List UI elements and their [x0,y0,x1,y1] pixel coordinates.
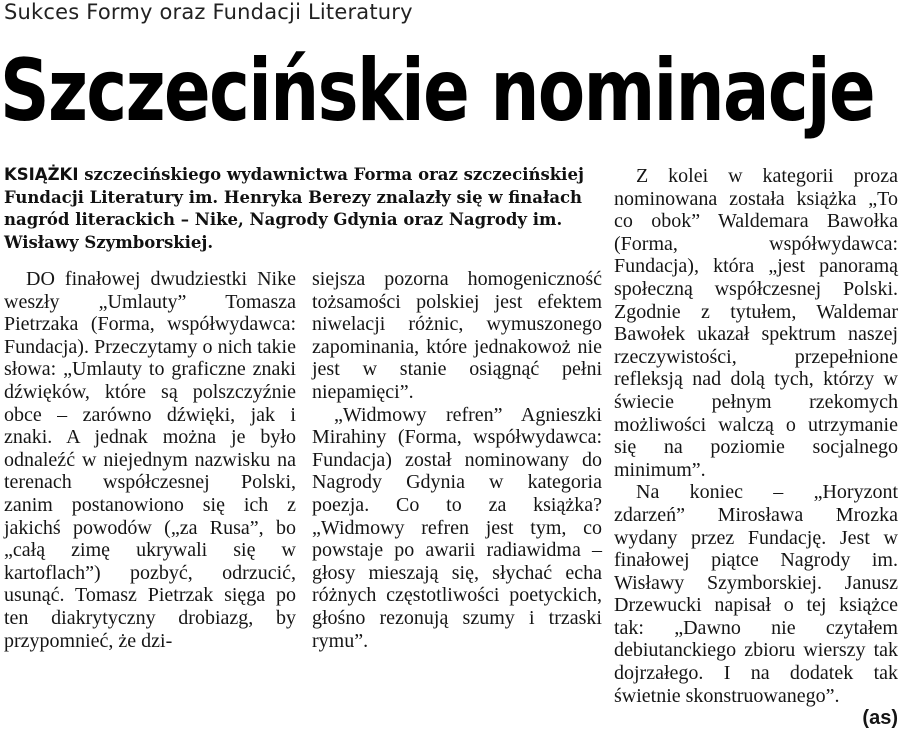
author-signature: (as) [862,707,898,730]
text-column-1 [4,268,296,652]
article-headline: Szczecińskie nominacje [0,41,875,141]
lead-word: KSIĄŻKI [4,165,79,184]
column-3-paragraph-2-text: Na koniec – „Horyzont zdarzeń” Mirosława Mrozka wydany przez Fundację. Jest w finałowej piątce Nagrody im. Wisławy Szymborskiej. Janusz Drzewucki napisał o tej książce tak: „Dawno nie czytałem debiutanckiego zbioru wierszy tak dojrzałego. I na dodatek tak świetnie skonstruowanego”. [614,481,898,707]
column-1-paragraph-1: DO finałowej dwudziestki Nike weszły „Umlauty” Tomasza Pietrzaka (Forma, współwydawca: Fundacja). Przeczytamy o nich takie słowa: „Umlauty to graficzne znaki dźwięków, które są polszczyźnie obce – zarówno dźwięki, jak i znaki. A jednak można je było odnaleźć w niejednym nazwisku na terenach współczesnej Polski, zanim postanowiono się ich z jakichś powodów („za Rusa”, bo „całą zimę ukrywali się w kartoflach”) pozbyć, odrzucić, usunąć. Tomasz Pietrzak sięga po ten diakrytyczny drobiazg, by przypomnieć, że dzi- [4,268,296,652]
column-2-paragraph-1: siejsza pozorna homogeniczność tożsamości polskiej jest efektem niwelacji różnic, wymuszonego zapominania, które jednakowoż nie jest w stanie osiągnąć pełni niepamięci”. [312,268,602,403]
column-3-paragraph-2 [614,481,898,730]
text-column-3 [614,165,898,730]
lead-text: szczecińskiego wydawnictwa Forma oraz szczecińskiej Fundacji Literatury im. Henryka Berezy znalazły się w finałach nagród literackich – Nike, Nagrody Gdynia oraz Nagrody im. Wisławy Szymborskiej. [4,165,584,252]
article-kicker: Sukces Formy oraz Fundacji Literatury [4,0,413,24]
text-column-2 [312,268,602,652]
article-lead [4,164,594,254]
column-3-paragraph-1: Z kolei w kategorii proza nominowana została książka „To co obok” Waldemara Bawołka (Forma, współwydawca: Fundacja), która „jest panoramą społeczną współczesnej Polski. Zgodnie z tytułem, Waldemar Bawołek ukazał spektrum naszej rzeczywistości, przepełnione refleksją nad dolą tych, którzy w świecie pełnym rzekomych możliwości walczą o utrzymanie się na poziomie socjalnego minimum”. [614,165,898,481]
column-2-paragraph-2: „Widmowy refren” Agnieszki Mirahiny (Forma, współwydawca: Fundacja) został nominowany do Nagrody Gdynia w kategoria poezja. Co to za książka? „Widmowy refren jest tym, co powstaje po awarii radiawidma – głosy mieszają się, słychać echa różnych częstotliwości poetyckich, głośno rezonują szumy i trzaski rymu”. [312,403,602,652]
